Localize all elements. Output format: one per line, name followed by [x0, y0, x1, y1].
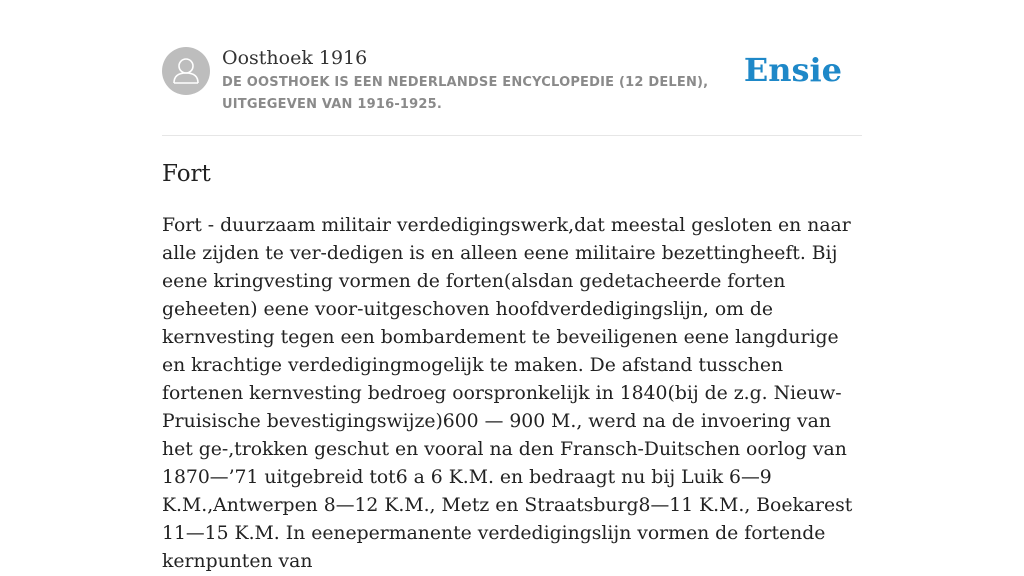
brand-logo[interactable]: Ensie	[743, 51, 842, 89]
content-container	[162, 0, 862, 572]
avatar[interactable]	[162, 47, 210, 95]
source-header	[162, 0, 862, 136]
source-title[interactable]: Oosthoek 1916	[222, 47, 368, 69]
user-icon	[162, 47, 210, 95]
source-info	[222, 44, 762, 116]
article-body: Fort - duurzaam militair verdedigingswerk,dat meestal gesloten en naar alle zijden te ver-dedigen is en alleen eene militaire bezettingheeft. Bij eene kringvesting vormen de forten(alsdan gedetacheerde forten geheeten) eene voor-uitgeschoven hoofdverdedigingslijn, om de kernvesting tegen een bombardement te beveiligenen eene langdurige en krachtige verdedigingmogelijk te maken. De afstand tusschen fortenen kernvesting bedroeg oorspronkelijk in 1840(bij de z.g. Nieuw-Pruisische bevestigingswijze)600 — 900 M., werd na de invoering van het ge-,trokken geschut en vooral na den Fransch-Duitschen oorlog van 1870—’71 uitgebreid tot6 a 6 K.M. en bedraagt nu bij Luik 6—9 K.M.,Antwerpen 8—12 K.M., Metz en Straatsburg8—11 K.M., Boekarest 11—15 K.M. In eenepermanente verdedigingslijn vormen de fortende kernpunten van	[162, 215, 853, 572]
article-title: Fort	[162, 161, 211, 187]
source-description: DE OOSTHOEK IS EEN NEDERLANDSE ENCYCLOPEDIE (12 DELEN), UITGEGEVEN VAN 1916-1925.	[222, 75, 709, 112]
